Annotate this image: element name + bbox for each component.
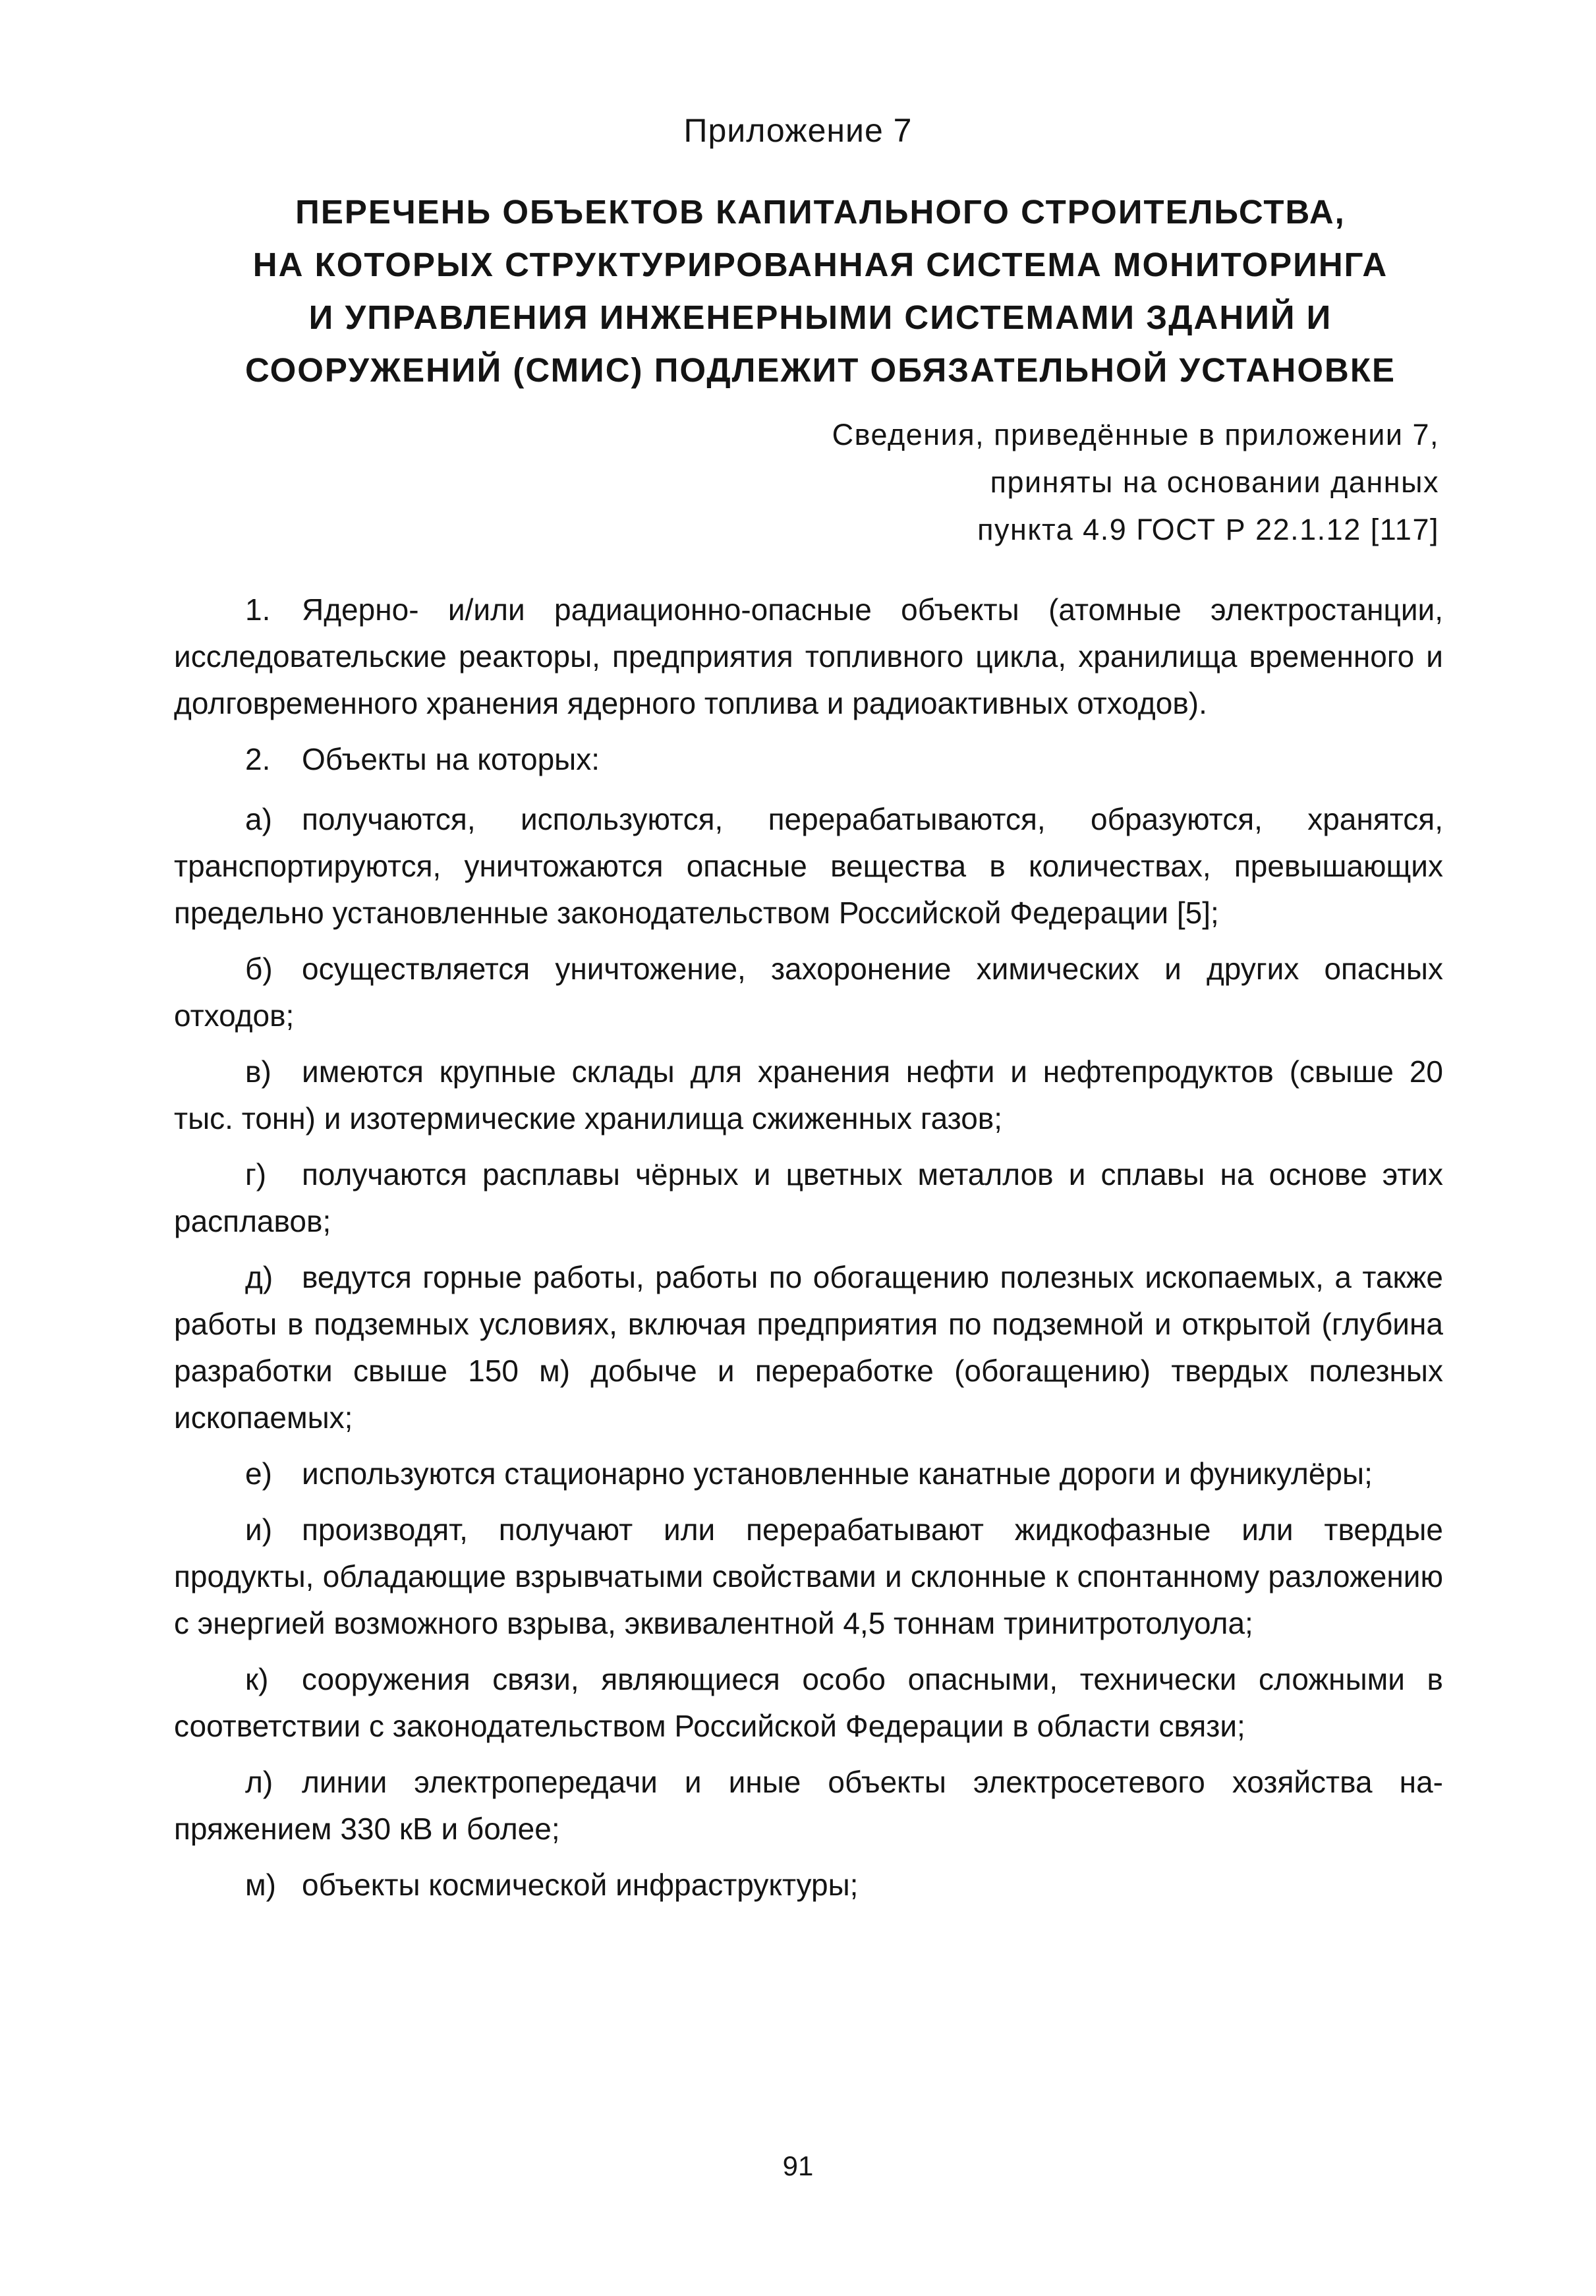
list-item-2l bbox=[174, 1759, 1443, 1852]
list-item-2 bbox=[174, 736, 1443, 783]
item-text: ведутся горные работы, работы по обогащению полезных ископаемых, а также работы в подземных условиях, включая предприятия по подземной и открытой (глубина разработки свыше 150 м) добыче и переработке (обогащению) твердых полезных ископаемых; bbox=[174, 1260, 1443, 1435]
item-marker: а) bbox=[245, 802, 272, 836]
annex-label: Приложение 7 bbox=[683, 112, 913, 149]
item-text: осуществляется уничтожение, захоронение химических и других опасных отходов; bbox=[174, 952, 1443, 1033]
item-marker: б) bbox=[245, 952, 273, 986]
list-item-2i bbox=[174, 1507, 1443, 1647]
list-item-2v bbox=[174, 1048, 1443, 1142]
list-item-2b bbox=[174, 946, 1443, 1039]
list-item-2d bbox=[174, 1254, 1443, 1441]
source-note-line: пункта 4.9 ГОСТ Р 22.1.12 [117] bbox=[977, 513, 1439, 546]
title-line: СООРУЖЕНИЙ (СМИС) ПОДЛЕЖИТ ОБЯЗАТЕЛЬНОЙ УСТАНОВКЕ bbox=[245, 351, 1396, 389]
source-note-line: приняты на основании данных bbox=[990, 465, 1439, 499]
item-text: объекты космической инфраструктуры; bbox=[302, 1868, 859, 1902]
list-item-1 bbox=[174, 587, 1443, 727]
document-title bbox=[217, 186, 1423, 397]
item-text: производят, получают или перерабатывают жидкофазные или твердые продукты, обладающие взрывчатыми свойствами и склонные к спонтанному разложению с энергией возможного взрыва, эквивалентной 4,5 тоннам тринитротолуола; bbox=[174, 1512, 1443, 1640]
item-text: Ядерно- и/или радиационно-опасные объекты (атомные электростанции, исследовательские реакторы, предприятия топливного цикла, хранилища временного и долговременного хранения ядерного топлива и радиоактивных отходов). bbox=[174, 592, 1443, 720]
list-item-2k bbox=[174, 1656, 1443, 1750]
item-text: используются стационарно установленные канатные дороги и фуникулёры; bbox=[302, 1456, 1373, 1491]
list-body bbox=[174, 587, 1443, 1918]
item-marker: к) bbox=[245, 1662, 269, 1696]
page-number: 91 bbox=[782, 2150, 814, 2181]
item-text: сооружения связи, являющиеся особо опасными, технически сложными в соответствии с законодательством Российской Федерации в области связи; bbox=[174, 1662, 1443, 1743]
list-item-2g bbox=[174, 1151, 1443, 1245]
item-marker: м) bbox=[245, 1868, 276, 1902]
source-note-line: Сведения, приведённые в приложении 7, bbox=[832, 418, 1439, 451]
item-text: линии электропередачи и иные объекты электросетевого хозяйства напряжением 330 кВ и более; bbox=[174, 1765, 1443, 1846]
list-item-2m bbox=[174, 1862, 1443, 1909]
item-marker: 2. bbox=[245, 742, 271, 776]
source-note bbox=[832, 411, 1439, 554]
list-item-2a bbox=[174, 796, 1443, 936]
title-line: ПЕРЕЧЕНЬ ОБЪЕКТОВ КАПИТАЛЬНОГО СТРОИТЕЛЬСТВА, bbox=[295, 193, 1346, 231]
item-marker: е) bbox=[245, 1456, 272, 1491]
item-text: получаются, используются, перерабатываются, образуются, хранятся, транспортируются, уничтожаются опасные вещества в количествах, превышающих предельно установленные законодательством Российской Федерации [5]; bbox=[174, 802, 1443, 930]
item-marker: д) bbox=[245, 1260, 273, 1294]
item-text: имеются крупные склады для хранения нефти и нефтепродуктов (свыше 20 тыс. тонн) и изотермические хранилища сжиженных газов; bbox=[174, 1054, 1443, 1135]
item-marker: л) bbox=[245, 1765, 273, 1799]
title-line: И УПРАВЛЕНИЯ ИНЖЕНЕРНЫМИ СИСТЕМАМИ ЗДАНИЙ И bbox=[308, 299, 1332, 336]
item-text: получаются расплавы чёрных и цветных металлов и сплавы на основе этих расплавов; bbox=[174, 1157, 1443, 1238]
item-text: Объекты на которых: bbox=[302, 742, 600, 776]
item-marker: 1. bbox=[245, 592, 271, 627]
item-marker: и) bbox=[245, 1512, 273, 1547]
item-marker: в) bbox=[245, 1054, 271, 1089]
item-marker: г) bbox=[245, 1157, 267, 1191]
title-line: НА КОТОРЫХ СТРУКТУРИРОВАННАЯ СИСТЕМА МОНИТОРИНГА bbox=[252, 246, 1388, 283]
list-item-2e bbox=[174, 1450, 1443, 1497]
